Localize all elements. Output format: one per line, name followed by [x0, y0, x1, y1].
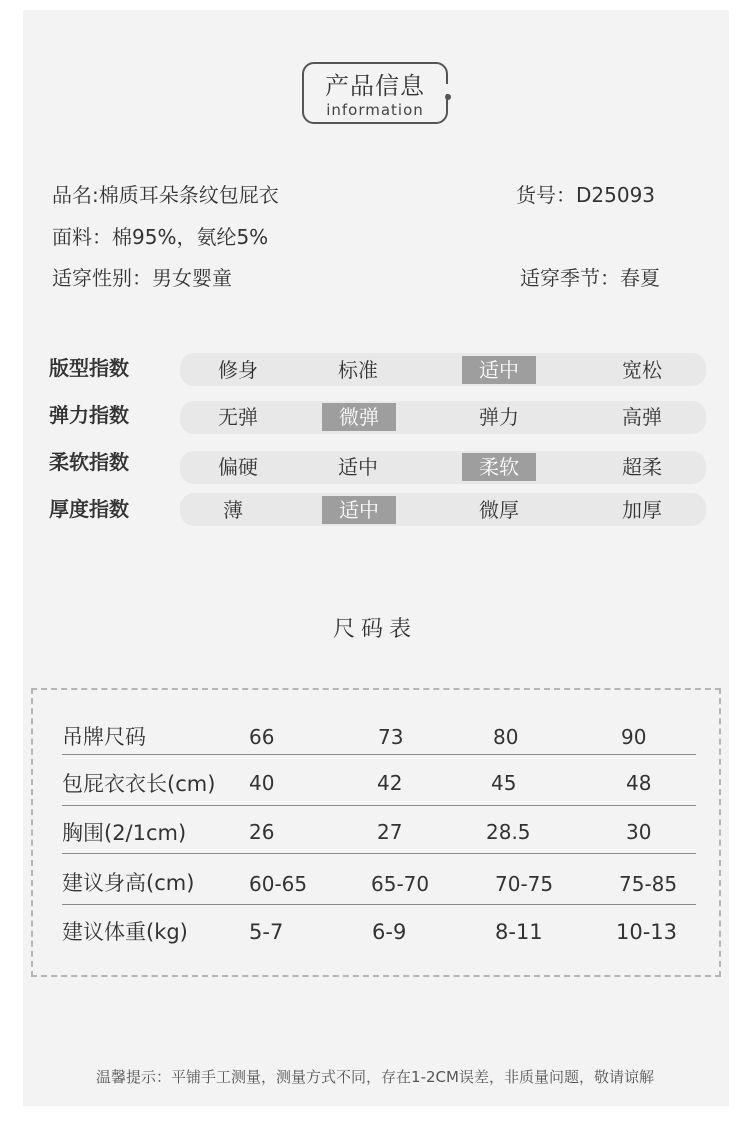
product-sku: 货号：D25093 [516, 183, 656, 207]
size-cell: 60-65 [249, 872, 308, 896]
size-cell: 27 [377, 820, 403, 844]
row-divider [62, 754, 696, 755]
product-fabric: 面料：棉95%，氨纶5% [52, 225, 269, 249]
header-title: 产品信息 [325, 72, 425, 100]
index-option-selected: 适中 [322, 496, 396, 524]
size-row-label: 包屁衣衣长(cm) [62, 772, 216, 796]
row-divider [62, 853, 696, 854]
index-option: 微厚 [479, 498, 519, 522]
index-label: 柔软指数 [49, 450, 129, 474]
index-option: 弹力 [479, 405, 519, 429]
size-cell: 26 [249, 820, 275, 844]
footer-tip: 温馨提示：平铺手工测量，测量方式不同，存在1-2CM误差，非质量问题，敬请谅解 [96, 1068, 654, 1086]
size-cell: 6-9 [372, 920, 407, 944]
size-row-label: 胸围(2/1cm) [62, 821, 187, 845]
index-option: 标准 [338, 358, 378, 382]
row-divider [62, 904, 696, 905]
index-label: 厚度指数 [49, 497, 129, 521]
size-cell: 8-11 [495, 920, 543, 944]
index-option: 无弹 [218, 405, 258, 429]
size-row-label: 吊牌尺码 [62, 725, 146, 749]
index-option-selected: 适中 [462, 356, 536, 384]
index-option: 适中 [338, 455, 378, 479]
index-option-selected: 柔软 [462, 453, 536, 481]
index-option: 薄 [223, 498, 243, 522]
size-cell: 48 [626, 771, 652, 795]
size-cell: 10-13 [616, 920, 678, 944]
size-row-label: 建议体重(kg) [62, 920, 188, 944]
size-cell: 73 [378, 725, 404, 749]
size-table-title: 尺码表 [332, 617, 417, 642]
header-subtitle: information [326, 101, 424, 119]
size-cell: 75-85 [619, 872, 678, 896]
size-cell: 80 [493, 725, 519, 749]
size-cell: 40 [249, 771, 275, 795]
size-cell: 70-75 [495, 872, 554, 896]
index-option: 偏硬 [218, 455, 258, 479]
size-cell: 42 [377, 771, 403, 795]
product-season: 适穿季节：春夏 [520, 266, 660, 290]
product-name: 品名:棉质耳朵条纹包屁衣 [52, 183, 279, 207]
size-cell: 30 [626, 820, 652, 844]
size-cell: 28.5 [486, 820, 531, 844]
index-label: 版型指数 [49, 356, 129, 380]
row-divider [62, 805, 696, 806]
index-option-selected: 微弹 [322, 403, 396, 431]
size-cell: 90 [621, 725, 647, 749]
index-option: 修身 [218, 358, 258, 382]
size-cell: 45 [491, 771, 517, 795]
index-label: 弹力指数 [49, 403, 129, 427]
size-cell: 5-7 [249, 920, 284, 944]
size-cell: 66 [249, 725, 275, 749]
size-row-label: 建议身高(cm) [62, 871, 195, 895]
index-option: 加厚 [622, 498, 662, 522]
index-option: 超柔 [622, 455, 662, 479]
product-gender: 适穿性别：男女婴童 [52, 266, 232, 290]
index-option: 宽松 [622, 358, 662, 382]
index-option: 高弹 [622, 405, 662, 429]
size-cell: 65-70 [371, 872, 430, 896]
